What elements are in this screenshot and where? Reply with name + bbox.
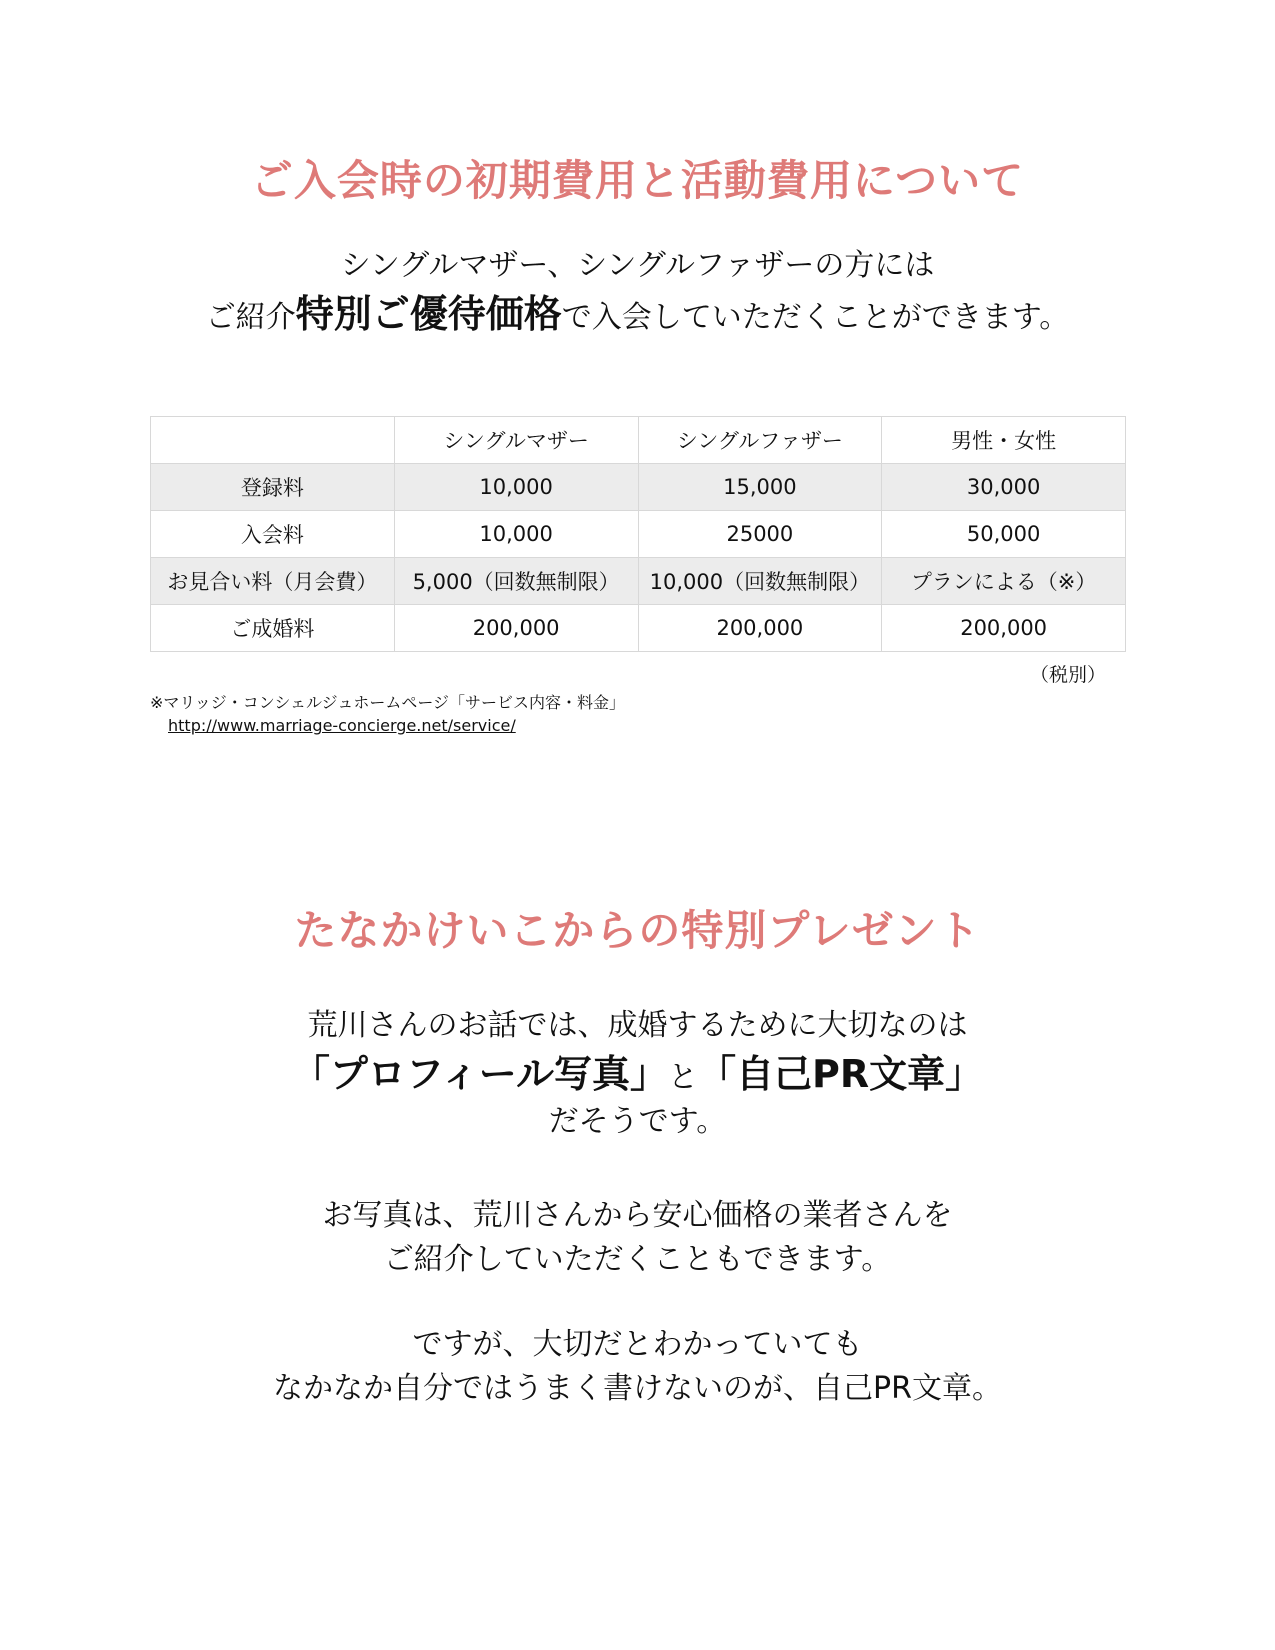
intro-line-2-post: で入会していただくことができます。 — [561, 300, 1070, 335]
source-link[interactable]: http://www.marriage-concierge.net/service/ — [168, 716, 516, 735]
p1-and: と — [668, 1060, 699, 1095]
row-label: 登録料 — [151, 464, 395, 511]
intro-line-1: シングルマザー、シングルファザーの方には — [340, 248, 935, 283]
intro-line-2 — [0, 294, 1275, 338]
table-header-row — [151, 417, 1126, 464]
source-note: ※マリッジ・コンシェルジュホームページ「サービス内容・料金」 — [150, 693, 626, 712]
p1-line-1: 荒川さんのお話では、成婚するために大切なのは — [307, 1008, 968, 1043]
intro-line-2-pre: ご紹介 — [205, 300, 296, 335]
p3-line-1: ですが、大切だとわかっていても — [412, 1327, 863, 1362]
p2-line-1: お写真は、荒川さんから安心価格の業者さんを — [322, 1198, 953, 1233]
table-row — [151, 464, 1126, 511]
header-cell: 男性・女性 — [882, 417, 1126, 464]
page-heading-fees: ご入会時の初期費用と活動費用について — [250, 156, 1025, 205]
table-cell: 200,000 — [638, 605, 882, 652]
table-row — [151, 558, 1126, 605]
table-cell: プランによる（※） — [882, 558, 1126, 605]
table-row — [151, 605, 1126, 652]
table-cell: 15,000 — [638, 464, 882, 511]
header-cell: シングルマザー — [394, 417, 638, 464]
row-label: お見合い料（月会費） — [151, 558, 395, 605]
row-label: ご成婚料 — [151, 605, 395, 652]
table-cell: 10,000（回数無制限） — [638, 558, 882, 605]
p3-line-2: なかなか自分ではうまく書けないのが、自己PR文章。 — [273, 1371, 1002, 1406]
table-row — [151, 511, 1126, 558]
table-cell: 50,000 — [882, 511, 1126, 558]
header-cell — [151, 417, 395, 464]
table-cell: 200,000 — [394, 605, 638, 652]
table-cell: 10,000 — [394, 464, 638, 511]
table-cell: 10,000 — [394, 511, 638, 558]
p1-line-3: だそうです。 — [548, 1104, 727, 1139]
table-cell: 200,000 — [882, 605, 1126, 652]
profile-photo-emphasis: 「プロフィール写真」 — [291, 1052, 669, 1096]
table-cell: 5,000（回数無制限） — [394, 558, 638, 605]
tax-note: （税別） — [1030, 664, 1107, 686]
p1-line-2 — [0, 1054, 1275, 1098]
row-label: 入会料 — [151, 511, 395, 558]
p2-line-2: ご紹介していただくこともできます。 — [383, 1242, 892, 1277]
self-pr-emphasis: 「自己PR文章」 — [698, 1052, 984, 1096]
special-price-emphasis: 特別ご優待価格 — [295, 292, 562, 336]
table-cell: 25000 — [638, 511, 882, 558]
page-heading-present: たなかけいこからの特別プレゼント — [294, 906, 981, 955]
header-cell: シングルファザー — [638, 417, 882, 464]
table-cell: 30,000 — [882, 464, 1126, 511]
fee-table — [150, 416, 1126, 652]
